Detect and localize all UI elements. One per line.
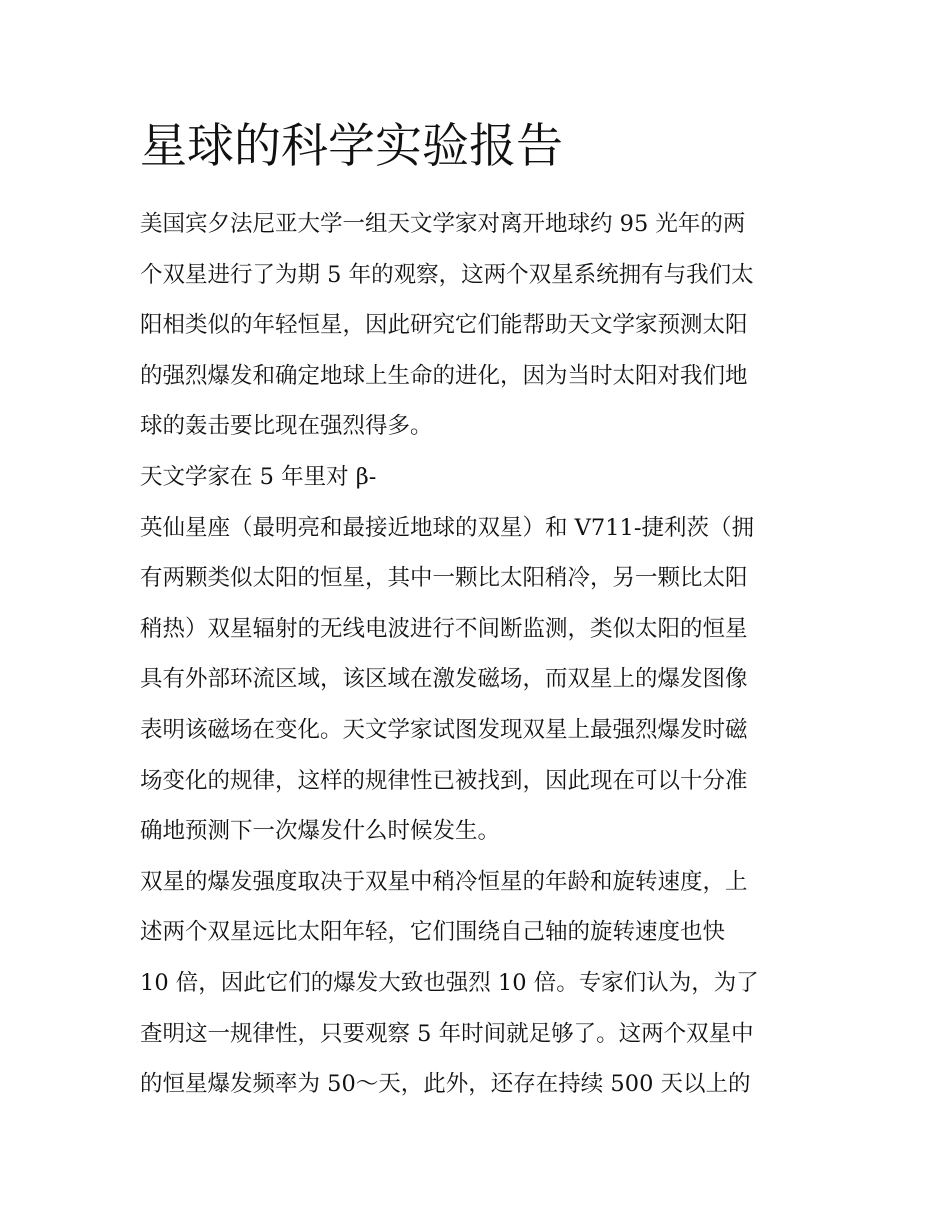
text-line: 表明该磁场在变化。天文学家试图发现双星上最强烈爆发时磁 xyxy=(140,716,748,743)
text-line: 有两颗类似太阳的恒星，其中一颗比太阳稍冷，另一颗比太阳 xyxy=(140,565,748,592)
text-line: 美国宾夕法尼亚大学一组天文学家对离开地球约 95 光年的两 xyxy=(140,211,746,237)
text-line: 稍热）双星辐射的无线电波进行不间断监测，类似太阳的恒星 xyxy=(140,615,748,642)
text-line: 查明这一规律性，只要观察 5 年时间就足够了。这两个双星中 xyxy=(140,1020,754,1047)
text-line: 个双星进行了为期 5 年的观察，这两个双星系统拥有与我们太 xyxy=(140,261,754,288)
text-line: 双星的爆发强度取决于双星中稍冷恒星的年龄和旋转速度，上 xyxy=(140,868,748,895)
text-line: 英仙星座（最明亮和最接近地球的双星）和 V711-捷利茨（拥 xyxy=(140,514,754,541)
text-line: 具有外部环流区域，该区域在激发磁场，而双星上的爆发图像 xyxy=(140,666,748,693)
text-line: 确地预测下一次爆发什么时候发生。 xyxy=(140,818,501,845)
text-line: 的恒星爆发频率为 50～天，此外，还存在持续 500 天以上的 xyxy=(140,1071,751,1098)
text-line: 述两个双星远比太阳年轻，它们围绕自己轴的旋转速度也快 xyxy=(140,919,726,946)
page-title: 星球的科学实验报告 xyxy=(140,119,563,174)
text-line: 球的轰击要比现在强烈得多。 xyxy=(140,413,433,440)
text-line: 阳相类似的年轻恒星，因此研究它们能帮助天文学家预测太阳 xyxy=(140,312,748,339)
text-line: 场变化的规律，这样的规律性已被找到，因此现在可以十分准 xyxy=(140,767,748,794)
text-line: 10 倍，因此它们的爆发大致也强烈 10 倍。专家们认为，为了 xyxy=(140,969,759,996)
body-text xyxy=(140,199,830,1110)
text-line: 的强烈爆发和确定地球上生命的进化，因为当时太阳对我们地 xyxy=(140,362,748,389)
text-line: 天文学家在 5 年里对 β- xyxy=(140,463,377,490)
